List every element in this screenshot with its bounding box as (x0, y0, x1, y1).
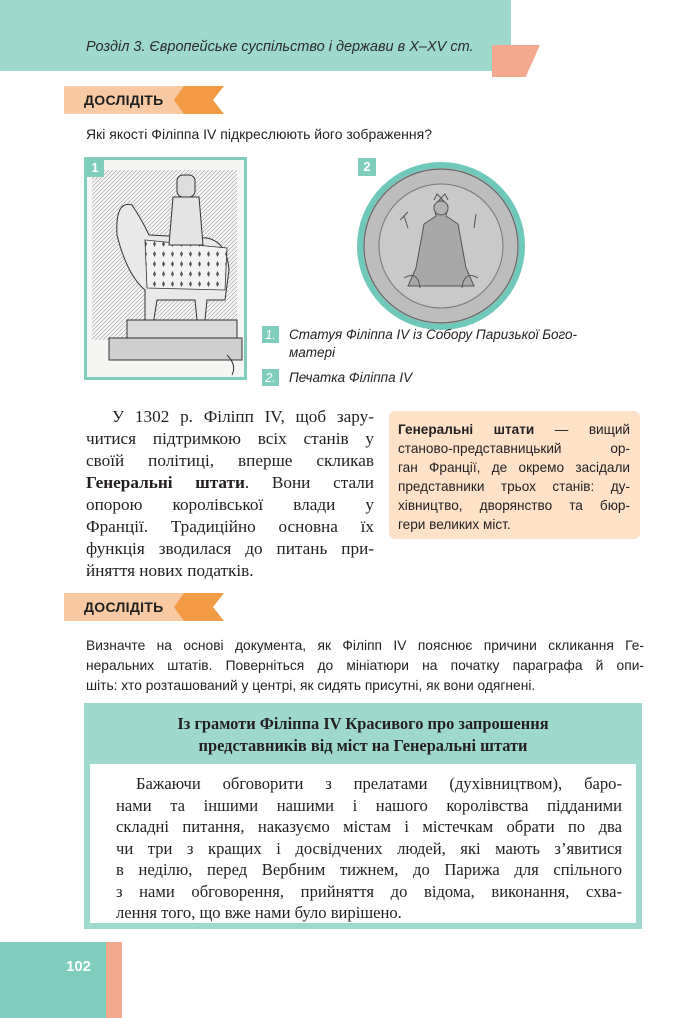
document-text: Бажаючи обговорити з прелатами (духівництвом), баро- нами та іншими нашими і нашого королівства підданими складні питання, наказуємо містам і містечкам обрати по два чи три з кращих і досвідчених людей, які мають з’явитися в неділю, перед Вербним тижнем, до Парижа для спільного з нами обговорення, прийняття до відома, виконання, схва- лення того, що вже нами було вирішено. (90, 764, 636, 923)
explore-tag (64, 86, 209, 114)
caption-2 (262, 369, 412, 387)
figure-2-badge: 2 (358, 158, 376, 176)
page-number: 102 (66, 958, 92, 975)
header-band (0, 0, 511, 71)
caption-2-num: 2. (262, 369, 279, 386)
document-box (84, 703, 642, 929)
section-title: Розділ 3. Європейське суспільство і держави в X–XV ст. (86, 39, 474, 55)
definition-box: Генеральні штати — вищий станово-представницький ор- ган Франції, де окремо засідали представники трьох станів: ду- хівництво, дворянство та бюр- гери великих міст. (389, 411, 640, 539)
caption-1 (262, 326, 577, 362)
header-accent (492, 45, 540, 77)
statue-figure (84, 157, 247, 380)
definition-term: Генеральні штати (398, 422, 535, 437)
seal-image (348, 158, 528, 333)
explore-tag-2-label: ДОСЛІДІТЬ (84, 599, 164, 615)
figure-1-badge: 1 (86, 159, 104, 177)
caption-2-text: Печатка Філіппа IV (289, 370, 413, 385)
explore-task: Визначте на основі документа, як Філіпп IV пояснює причини скликання Ге- неральних штатів. Поверніться до мініатюри на початку параграфа й опи- шіть: хто розташований у центрі, як сидять присутні, як вони одягнені. (86, 638, 644, 693)
statue-engraving-image (87, 160, 244, 377)
main-paragraph: У 1302 р. Філіпп IV, щоб зару- читися підтримкою всіх станів у своїй політиці, вперше скликав Генеральні штати. Вони стали опорою королівської влади у Франції. Традиційно основна їх функція зводилася до питань при- йняття нових податків. (86, 407, 375, 580)
term-bold: Генеральні штати (86, 473, 245, 492)
caption-1-text-cont: матері (289, 345, 336, 360)
explore-tag-label: ДОСЛІДІТЬ (84, 92, 164, 108)
caption-1-num: 1. (262, 326, 279, 343)
page-number-band (0, 942, 106, 1018)
page-number-accent (106, 942, 122, 1018)
explore-question: Які якості Філіппа IV підкреслюють його зображення? (86, 126, 433, 142)
caption-1-text: Статуя Філіппа IV із Собору Паризької Бого- (289, 327, 578, 342)
explore-tag-2 (64, 593, 209, 621)
seal-figure (348, 158, 528, 333)
document-title: Із грамоти Філіппа IV Красивого про запрошення представників від міст на Генеральні штати (177, 714, 549, 755)
